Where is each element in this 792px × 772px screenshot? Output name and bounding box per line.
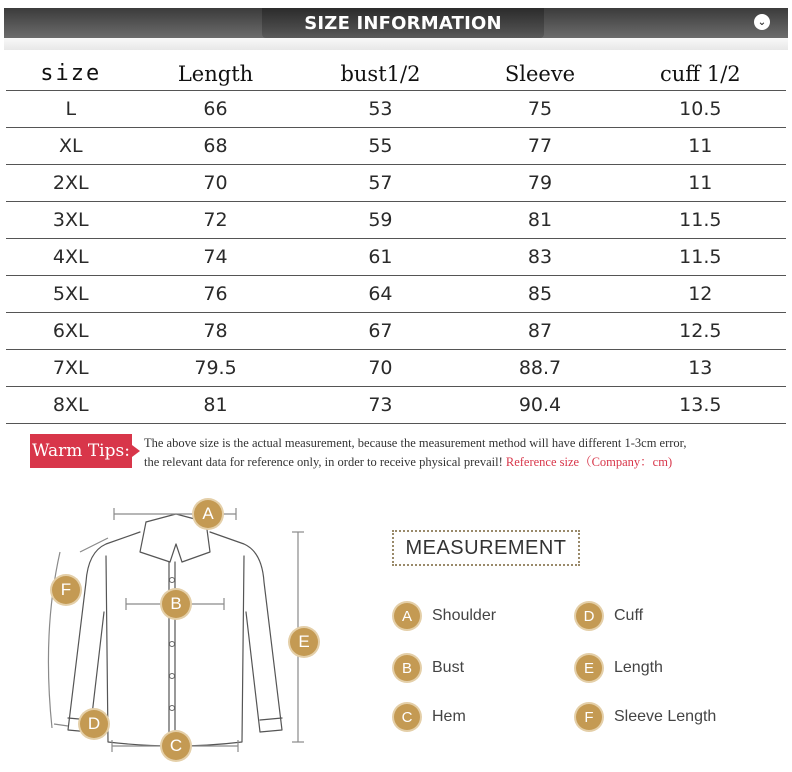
cell-bust: 67: [296, 312, 466, 349]
legend-item-shoulder: [394, 603, 496, 629]
warm-tips: [30, 432, 770, 476]
legend-b-icon: B: [394, 655, 420, 681]
cell-bust: 55: [296, 127, 466, 164]
section-title: SIZE INFORMATION: [262, 8, 544, 38]
legend-item-cuff: [576, 603, 643, 629]
cell-length: 81: [136, 386, 296, 423]
cell-cuff: 11: [615, 127, 786, 164]
mark-a-icon: A: [194, 500, 222, 528]
cell-length: 78: [136, 312, 296, 349]
tips-line-1: The above size is the actual measurement, because the measurement method will have different 1-3cm error,: [144, 436, 687, 450]
cell-cuff: 11: [615, 164, 786, 201]
cell-size: 5XL: [6, 275, 136, 312]
cell-size: L: [6, 90, 136, 127]
cell-cuff: 11.5: [615, 201, 786, 238]
table-row: [6, 201, 786, 238]
cell-size: 8XL: [6, 386, 136, 423]
table-row: [6, 312, 786, 349]
cell-sleeve: 75: [465, 90, 614, 127]
shirt-diagram: [28, 492, 348, 768]
cell-size: 2XL: [6, 164, 136, 201]
legend-label: Hem: [432, 708, 466, 725]
legend-label: Sleeve Length: [614, 708, 717, 725]
legend-label: Bust: [432, 659, 465, 676]
tips-line-2-text: the relevant data for reference only, in order to receive physical prevail!: [144, 455, 503, 469]
cell-cuff: 13: [615, 349, 786, 386]
cell-bust: 64: [296, 275, 466, 312]
cell-bust: 61: [296, 238, 466, 275]
cell-length: 66: [136, 90, 296, 127]
mark-b-icon: B: [162, 590, 190, 618]
size-table: [6, 52, 786, 424]
cell-sleeve: 77: [465, 127, 614, 164]
table-row: [6, 386, 786, 423]
cell-size: 6XL: [6, 312, 136, 349]
measurement-title: MEASUREMENT: [392, 530, 580, 566]
tips-line-2: [144, 453, 774, 472]
mark-f-icon: F: [52, 576, 80, 604]
legend-item-hem: [394, 704, 466, 730]
chevron-down-icon[interactable]: ⌄: [754, 14, 770, 30]
cell-bust: 70: [296, 349, 466, 386]
warm-tips-badge: Warm Tips:: [30, 434, 132, 468]
cell-sleeve: 87: [465, 312, 614, 349]
mark-e-icon: E: [290, 628, 318, 656]
legend-item-length: [576, 655, 663, 681]
cell-size: 4XL: [6, 238, 136, 275]
legend-d-icon: D: [576, 603, 602, 629]
cell-cuff: 10.5: [615, 90, 786, 127]
column-header-length: Length: [177, 61, 254, 86]
table-row: [6, 275, 786, 312]
cell-sleeve: 81: [465, 201, 614, 238]
column-header-cuff: cuff 1/2: [659, 61, 741, 86]
cell-size: 7XL: [6, 349, 136, 386]
legend-c-icon: C: [394, 704, 420, 730]
cell-sleeve: 79: [465, 164, 614, 201]
column-header-size: size: [40, 61, 102, 87]
mark-d-icon: D: [80, 710, 108, 738]
cell-cuff: 13.5: [615, 386, 786, 423]
cell-length: 76: [136, 275, 296, 312]
cell-cuff: 12: [615, 275, 786, 312]
legend-a-icon: A: [394, 603, 420, 629]
table-row: [6, 90, 786, 127]
legend-label: Shoulder: [432, 607, 497, 624]
cell-length: 70: [136, 164, 296, 201]
legend-e-icon: E: [576, 655, 602, 681]
mark-c-icon: C: [162, 732, 190, 760]
table-row: [6, 164, 786, 201]
cell-bust: 59: [296, 201, 466, 238]
cell-length: 79.5: [136, 349, 296, 386]
cell-cuff: 12.5: [615, 312, 786, 349]
legend-item-bust: [394, 655, 464, 681]
cell-bust: 57: [296, 164, 466, 201]
legend-label: Length: [614, 659, 663, 676]
cell-length: 68: [136, 127, 296, 164]
warm-tips-text: [144, 434, 774, 472]
cell-bust: 53: [296, 90, 466, 127]
column-header-sleeve: Sleeve: [504, 61, 576, 86]
table-row: [6, 127, 786, 164]
cell-bust: 73: [296, 386, 466, 423]
cell-sleeve: 85: [465, 275, 614, 312]
table-row: [6, 238, 786, 275]
cell-sleeve: 90.4: [465, 386, 614, 423]
cell-size: XL: [6, 127, 136, 164]
cell-length: 72: [136, 201, 296, 238]
cell-length: 74: [136, 238, 296, 275]
table-row: [6, 349, 786, 386]
table-header-row: [6, 52, 786, 90]
legend-label: Cuff: [614, 607, 644, 624]
legend-item-sleeve-length: [576, 704, 716, 730]
legend-f-icon: F: [576, 704, 602, 730]
reference-size-note: Reference size（Company：cm): [505, 455, 673, 469]
cell-size: 3XL: [6, 201, 136, 238]
cell-cuff: 11.5: [615, 238, 786, 275]
cell-sleeve: 83: [465, 238, 614, 275]
section-header: [4, 8, 788, 50]
cell-sleeve: 88.7: [465, 349, 614, 386]
column-header-bust: bust1/2: [340, 61, 421, 86]
